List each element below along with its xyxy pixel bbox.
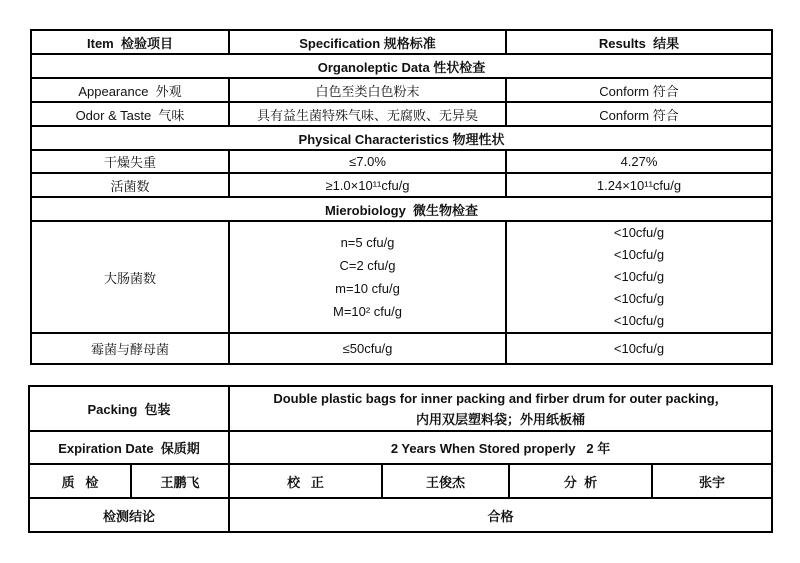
coliform-spec-line: m=10 cfu/g [335, 281, 400, 296]
qc-name-cell: 王鹏飞 [131, 464, 229, 498]
table-row-mold-yeast [31, 333, 772, 364]
spec-cell-mold-yeast: ≤50cfu/g [229, 333, 506, 364]
calibration-label-cell: 校 正 [229, 464, 382, 498]
packing-label-cell: Packing 包装 [29, 386, 229, 431]
coliform-result-line: <10cfu/g [613, 313, 665, 328]
spec-cell-appearance: 白色至类白色粉末 [229, 78, 506, 102]
section-title-physical: Physical Characteristics 物理性状 [31, 126, 772, 150]
analysis-label-cell: 分 析 [509, 464, 652, 498]
result-cell-viable-count: 1.24×10¹¹cfu/g [506, 173, 772, 197]
spec-cell-loss-on-drying: ≤7.0% [229, 150, 506, 173]
spec-cell-coliform [229, 221, 506, 333]
table-row-viable-count [31, 173, 772, 197]
table-row-conclusion [29, 498, 772, 532]
inspection-table [30, 29, 773, 365]
coliform-result-line: <10cfu/g [613, 247, 665, 262]
spec-cell-odor-taste: 具有益生菌特殊气味、无腐败、无异臭 [229, 102, 506, 126]
column-header-results: Results 结果 [506, 30, 772, 54]
item-cell-mold-yeast: 霉菌与酵母菌 [31, 333, 229, 364]
analysis-name-cell: 张宇 [652, 464, 772, 498]
coliform-spec-lines [234, 231, 501, 323]
packing-value-lines [234, 388, 767, 430]
packing-info-table [28, 385, 773, 533]
result-cell-loss-on-drying: 4.27% [506, 150, 772, 173]
result-cell-appearance: Conform 符合 [506, 78, 772, 102]
spec-cell-viable-count: ≥1.0×10¹¹cfu/g [229, 173, 506, 197]
coliform-result-lines [511, 222, 767, 332]
packing-value-cell [229, 386, 772, 431]
table-row-expiration [29, 431, 772, 464]
table-row-appearance [31, 78, 772, 102]
calibration-name-cell: 王俊杰 [382, 464, 509, 498]
expiration-label-cell: Expiration Date 保质期 [29, 431, 229, 464]
item-cell-appearance: Appearance 外观 [31, 78, 229, 102]
conclusion-value-cell: 合格 [229, 498, 772, 532]
item-cell-loss-on-drying: 干燥失重 [31, 150, 229, 173]
table-row-coliform [31, 221, 772, 333]
table-header-row [31, 30, 772, 54]
result-cell-mold-yeast: <10cfu/g [506, 333, 772, 364]
table-row-packing [29, 386, 772, 431]
item-cell-odor-taste: Odor & Taste 气味 [31, 102, 229, 126]
coliform-spec-line: M=10² cfu/g [332, 304, 402, 319]
section-row-microbiology [31, 197, 772, 221]
table-row-odor-taste [31, 102, 772, 126]
expiration-value-cell: 2 Years When Stored properly 2 年 [229, 431, 772, 464]
section-title-microbiology: Mierobiology 微生物检查 [31, 197, 772, 221]
coliform-result-line: <10cfu/g [613, 291, 665, 306]
coliform-spec-line: n=5 cfu/g [340, 235, 395, 250]
qc-label-cell: 质 检 [29, 464, 131, 498]
table-row-signatures [29, 464, 772, 498]
conclusion-label-cell: 检测结论 [29, 498, 229, 532]
coliform-spec-line: C=2 cfu/g [339, 258, 396, 273]
column-header-item: Item 检验项目 [31, 30, 229, 54]
coliform-result-line: <10cfu/g [613, 269, 665, 284]
section-row-physical [31, 126, 772, 150]
item-cell-coliform: 大肠菌数 [31, 221, 229, 333]
table-row-loss-on-drying [31, 150, 772, 173]
section-title-organoleptic: Organoleptic Data 性状检查 [31, 54, 772, 78]
result-cell-odor-taste: Conform 符合 [506, 102, 772, 126]
result-cell-coliform [506, 221, 772, 333]
column-header-specification: Specification 规格标准 [229, 30, 506, 54]
packing-value-line-cn: 内用双层塑料袋；外用纸板桶 [416, 411, 586, 427]
packing-value-line-en: Double plastic bags for inner packing and firber drum for outer packing， [273, 390, 728, 406]
section-row-organoleptic [31, 54, 772, 78]
item-cell-viable-count: 活菌数 [31, 173, 229, 197]
coliform-result-line: <10cfu/g [613, 225, 665, 240]
